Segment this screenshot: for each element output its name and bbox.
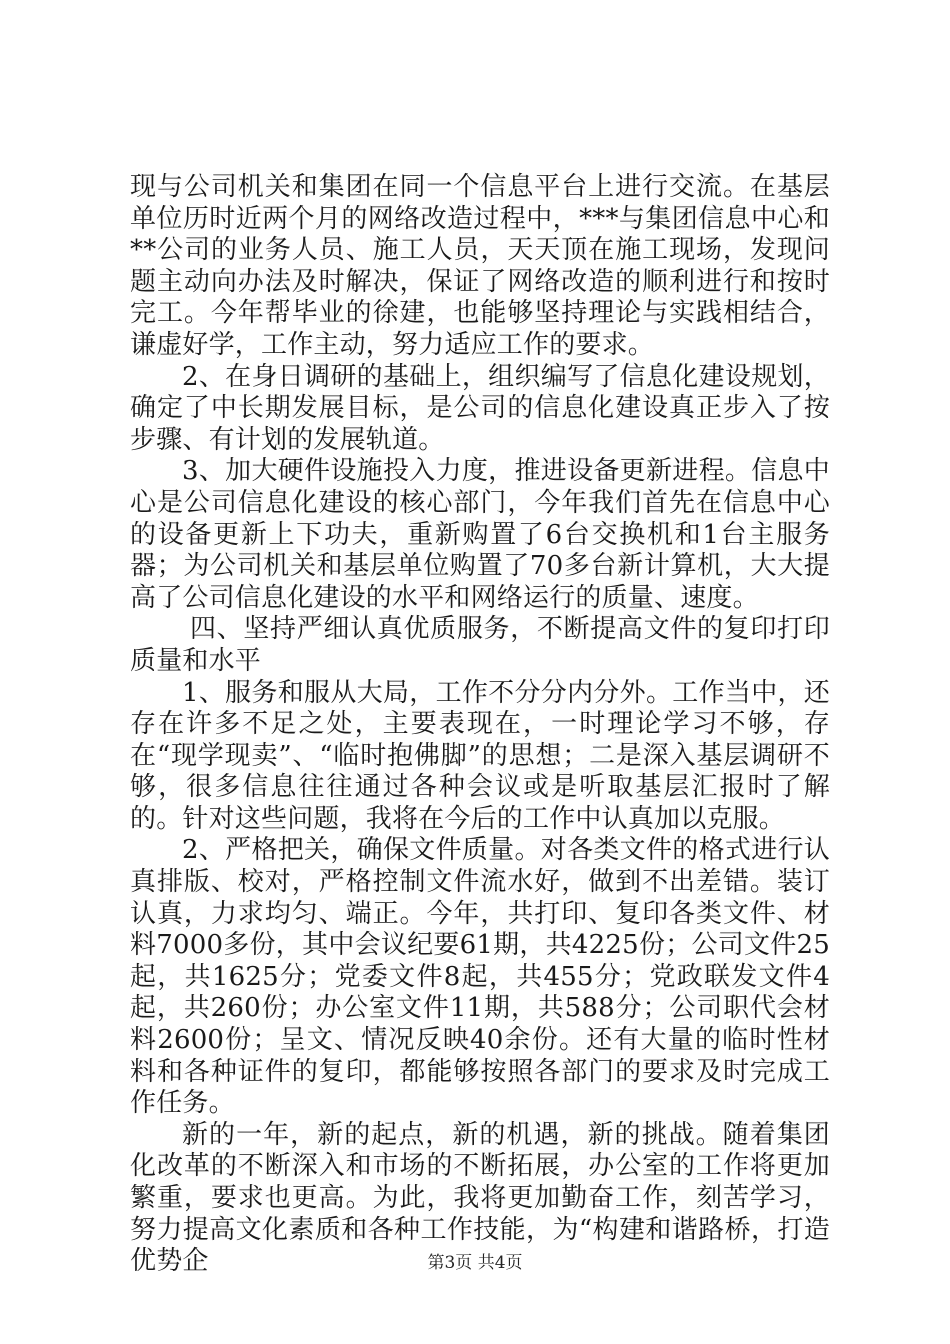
paragraph-item-2-quality: 2、严格把关，确保文件质量。对各类文件的格式进行认真排版、校对，严格控制文件流水好，做到不出差错。装订认真，力求均匀、端正。今年，共打印、复印各类文件、材料7000多份，其中会议纪要61期，共4225份；公司文件25起，共1625分；党委文件8起，共455分；党政联发文件4起，共260份；办公室文件11期，共588分；公司职代会材料2600份；呈文、情况反映40余份。还有大量的临时性材料和各种证件的复印，都能够按照各部门的要求及时完成工作任务。 [130, 835, 830, 1119]
paragraph-continuation: 现与公司机关和集团在同一个信息平台上进行交流。在基层单位历时近两个月的网络改造过程中，***与集团信息中心和**公司的业务人员、施工人员，天天顶在施工现场，发现问题主动向办法及时解决，保证了网络改造的顺利进行和按时完工。今年帮毕业的徐建，也能够坚持理论与实践相结合，谦虚好学，工作主动，努力适应工作的要求。 [130, 172, 830, 360]
paragraph-item-1-service: 1、服务和服从大局，工作不分分内分外。工作当中，还存在许多不足之处，主要表现在，一时理论学习不够，存在“现学现卖”、“临时抱佛脚”的思想；二是深入基层调研不够，很多信息往往通过各种会议或是听取基层汇报时了解的。针对这些问题，我将在今后的工作中认真加以克服。 [130, 677, 830, 834]
document-body [130, 172, 830, 1278]
paragraph-new-year: 新的一年，新的起点，新的机遇，新的挑战。随着集团化改革的不断深入和市场的不断拓展，办公室的工作将更加繁重，要求也更高。为此，我将更加勤奋工作，刻苦学习，努力提高文化素质和各种工作技能，为“构建和谐路桥，打造优势企 [130, 1119, 830, 1277]
paragraph-item-2-planning: 2、在身日调研的基础上，组织编写了信息化建设规划，确定了中长期发展目标，是公司的信息化建设真正步入了按步骤、有计划的发展轨道。 [130, 361, 830, 455]
section-heading-four: 四、坚持严细认真优质服务，不断提高文件的复印打印质量和水平 [130, 614, 830, 676]
page-number-footer: 第3页 共4页 [427, 1253, 523, 1273]
paragraph-item-3-hardware: 3、加大硬件设施投入力度，推进设备更新进程。信息中心是公司信息化建设的核心部门，今年我们首先在信息中心的设备更新上下功夫，重新购置了6台交换机和1台主服务器；为公司机关和基层单位购置了70多台新计算机，大大提高了公司信息化建设的水平和网络运行的质量、速度。 [130, 456, 830, 613]
